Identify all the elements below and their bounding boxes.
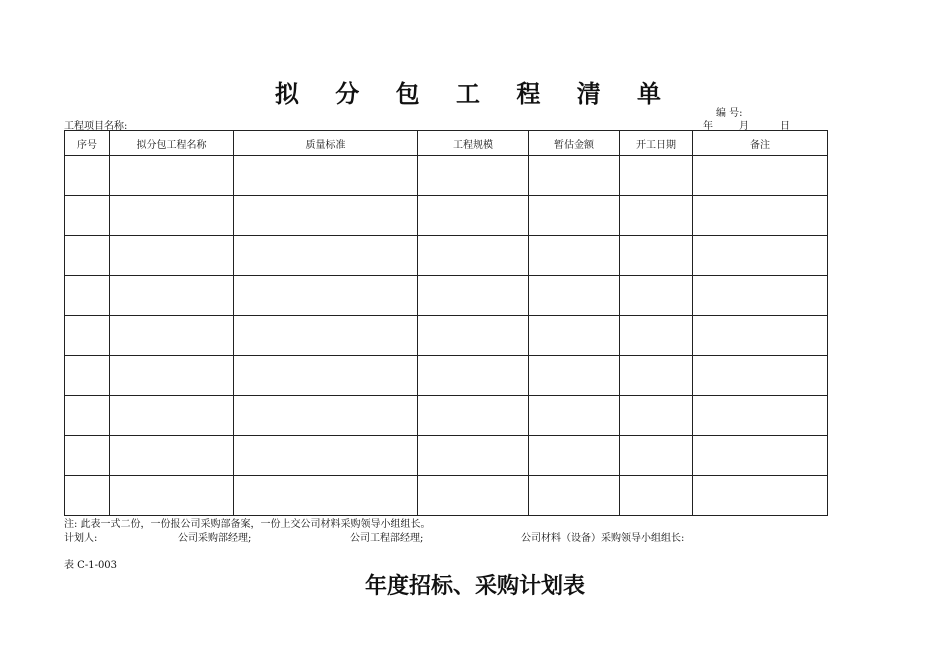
table-cell: [529, 436, 620, 476]
table-cell: [234, 276, 418, 316]
table-cell: [418, 196, 529, 236]
table-cell: [418, 396, 529, 436]
table-cell: [234, 156, 418, 196]
table-row: [65, 396, 828, 436]
table-cell: [110, 236, 234, 276]
table-cell: [65, 436, 110, 476]
table-cell: [529, 276, 620, 316]
table-cell: [529, 476, 620, 516]
table-cell: [418, 356, 529, 396]
table-cell: [418, 316, 529, 356]
table-cell: [693, 436, 828, 476]
column-header-index: 序号: [65, 131, 110, 156]
table-cell: [620, 316, 693, 356]
table-row: [65, 236, 828, 276]
serial-number-label: 编 号:: [716, 108, 743, 119]
table-cell: [418, 476, 529, 516]
table-row: [65, 316, 828, 356]
table-cell: [65, 196, 110, 236]
table-body: [65, 156, 828, 516]
column-header-estimated-amount: 暂估金额: [529, 131, 620, 156]
date-month-label: 月: [739, 121, 749, 132]
table-cell: [620, 276, 693, 316]
table-cell: [620, 156, 693, 196]
table-cell: [110, 316, 234, 356]
table-cell: [693, 276, 828, 316]
table-cell: [234, 356, 418, 396]
table-row: [65, 156, 828, 196]
table-cell: [110, 436, 234, 476]
column-header-remarks: 备注: [693, 131, 828, 156]
table-cell: [693, 476, 828, 516]
table-cell: [110, 196, 234, 236]
table-cell: [693, 396, 828, 436]
table-cell: [65, 156, 110, 196]
form-code: 表 C-1-003: [64, 560, 118, 571]
planner-label: 计划人:: [64, 533, 98, 544]
table-cell: [234, 396, 418, 436]
table-cell: [693, 356, 828, 396]
table-cell: [620, 396, 693, 436]
table-cell: [110, 156, 234, 196]
table-cell: [234, 236, 418, 276]
page-title: 拟 分 包 工 程 清 单: [274, 80, 676, 108]
table-cell: [65, 316, 110, 356]
column-header-quality-standard: 质量标准: [234, 131, 418, 156]
table-row: [65, 436, 828, 476]
table-cell: [620, 356, 693, 396]
table-cell: [65, 476, 110, 516]
table-cell: [418, 436, 529, 476]
table-cell: [620, 476, 693, 516]
table-cell: [693, 196, 828, 236]
engineering-manager-label: 公司工程部经理;: [350, 533, 424, 544]
procurement-leader-label: 公司材料（设备）采购领导小组组长:: [521, 533, 685, 544]
subcontract-table: [64, 130, 828, 516]
table-cell: [529, 156, 620, 196]
date-year-label: 年: [703, 121, 713, 132]
table-cell: [620, 436, 693, 476]
table-cell: [418, 276, 529, 316]
table-cell: [529, 316, 620, 356]
table-row: [65, 276, 828, 316]
table-cell: [418, 236, 529, 276]
table-cell: [529, 356, 620, 396]
table-cell: [110, 476, 234, 516]
table-cell: [65, 396, 110, 436]
table-cell: [693, 156, 828, 196]
column-header-subcontract-name: 拟分包工程名称: [110, 131, 234, 156]
table-cell: [529, 236, 620, 276]
table-cell: [693, 236, 828, 276]
column-header-project-scale: 工程规模: [418, 131, 529, 156]
table-cell: [234, 436, 418, 476]
column-header-start-date: 开工日期: [620, 131, 693, 156]
table-row: [65, 196, 828, 236]
table-row: [65, 356, 828, 396]
table-cell: [620, 196, 693, 236]
table-cell: [234, 316, 418, 356]
project-name-label: 工程项目名称:: [64, 121, 128, 132]
table-cell: [529, 196, 620, 236]
table-header-row: [65, 131, 828, 156]
table-cell: [110, 396, 234, 436]
table-cell: [65, 276, 110, 316]
date-day-label: 日: [780, 121, 790, 132]
table-cell: [529, 396, 620, 436]
table-cell: [234, 196, 418, 236]
next-section-title: 年度招标、采购计划表: [364, 574, 585, 599]
table-cell: [110, 276, 234, 316]
table-cell: [234, 476, 418, 516]
footer-note: 注: 此表一式二份，一份报公司采购部备案，一份上交公司材料采购领导小组组长。: [64, 519, 431, 530]
table-row: [65, 476, 828, 516]
table-cell: [65, 356, 110, 396]
table-cell: [693, 316, 828, 356]
table-cell: [65, 236, 110, 276]
table-cell: [418, 156, 529, 196]
purchasing-manager-label: 公司采购部经理;: [178, 533, 252, 544]
table-cell: [110, 356, 234, 396]
table-cell: [620, 236, 693, 276]
